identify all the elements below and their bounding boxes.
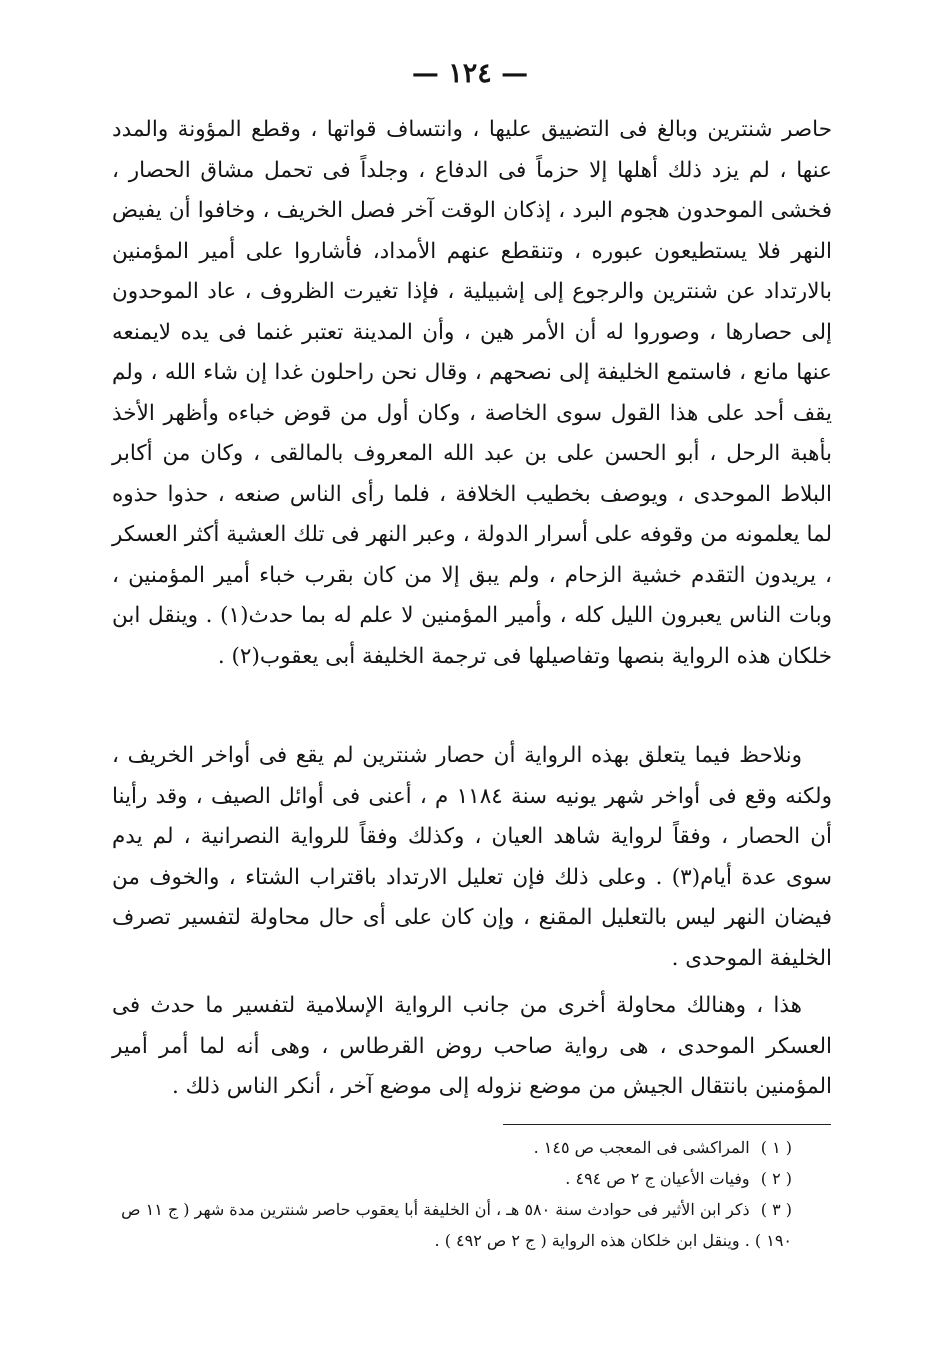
footnote-number: ( ٢ ) bbox=[760, 1169, 792, 1188]
paragraph-3: هذا ، وهنالك محاولة أخرى من جانب الرواية الإسلامية لتفسير ما حدث فى العسكر الموحدى ، هى رواية صاحب روض القرطاس ، وهى أنه لما أمر أمير المؤمنين بانتقال الجيش من موضع نزوله إلى موضع آخر ، أنكر الناس ذلك . bbox=[112, 993, 832, 1099]
footnote-number: ( ١ ) bbox=[760, 1138, 792, 1157]
footnote-number: ( ٣ ) bbox=[760, 1200, 792, 1219]
paragraph-1: حاصر شنترين وبالغ فى التضييق عليها ، وانتساف قواتها ، وقطع المؤونة والمدد عنها ، لم يزد ذلك أهلها إلا حزماً فى الدفاع ، وجلداً فى تحمل مشاق الحصار ، فخشى الموحدون هجوم البرد ، إذكان الوقت آخر فصل الخريف ، وخافوا أن يفيض النهر فلا يستطيعون عبوره ، وتنقطع عنهم الأمداد، فأشاروا على أمير المؤمنين بالارتداد عن شنترين والرجوع إلى إشبيلية ، فإذا تغيرت الظروف ، عاد الموحدون إلى حصارها ، وصوروا له أن الأمر هين ، وأن المدينة تعتبر غنما فى يده لايمنعه عنها مانع ، فاستمع الخليفة إلى نصحهم ، وقال نحن راحلون غدا إن شاء الله ، ولم يقف أحد على هذا القول سوى الخاصة ، وكان أول من قوض خباءه وأظهر الأخذ بأهبة الرحل ، أبو الحسن على بن عبد الله المعروف بالمالقى ، وكان من أكابر البلاط الموحدى ، ويوصف بخطيب الخلافة ، فلما رأى الناس صنعه ، حذوا حذوه لما يعلمونه من وقوفه على أسرار الدولة ، وعبر النهر فى تلك العشية أكثر العسكر ، يريدون التقدم خشية الزحام ، ولم يبق إلا من كان بقرب خباء أمير المؤمنين ، وبات الناس يعبرون الليل كله ، وأمير المؤمنين لا علم له بما حدث(١) . وينقل ابن خلكان هذه الرواية بنصها وتفاصيلها فى ترجمة الخليفة أبى يعقوب(٢) . bbox=[112, 117, 833, 669]
footnote-3 bbox=[112, 1194, 832, 1256]
footnote-1 bbox=[112, 1132, 832, 1163]
footnote-2 bbox=[112, 1163, 832, 1194]
footnote-separator bbox=[503, 1124, 831, 1125]
footnote-text: ذكر ابن الأثير فى حوادث سنة ٥٨٠ هـ ، أن الخليفة أبا يعقوب حاصر شنترين مدة شهر ( ج ١١ ص ١٩٠ ) . وينقل ابن خلكان هذه الرواية ( ج ٢ ص ٤٩٢ ) . bbox=[121, 1200, 792, 1250]
page-number: — ١٢٤ — bbox=[411, 58, 529, 89]
footnotes bbox=[112, 1132, 832, 1256]
paragraph-2: ونلاحظ فيما يتعلق بهذه الرواية أن حصار شنترين لم يقع فى أواخر الخريف ، ولكنه وقع فى أواخر شهر يونيه سنة ١١٨٤ م ، أعنى فى أوائل الصيف ، وقد رأينا أن الحصار ، وفقاً لرواية شاهد العيان ، وكذلك وفقاً للرواية النصرانية ، لم يدم سوى عدة أيام(٣) . وعلى ذلك فإن تعليل الارتداد باقتراب الشتاء ، والخوف من فيضان النهر ليس بالتعليل المقنع ، وإن كان على أى حال محاولة لتفسير تصرف الخليفة الموحدى . bbox=[112, 743, 832, 971]
footnote-text: المراكشى فى المعجب ص ١٤٥ . bbox=[533, 1138, 750, 1157]
footnote-text: وفيات الأعيان ج ٢ ص ٤٩٤ . bbox=[565, 1169, 750, 1188]
